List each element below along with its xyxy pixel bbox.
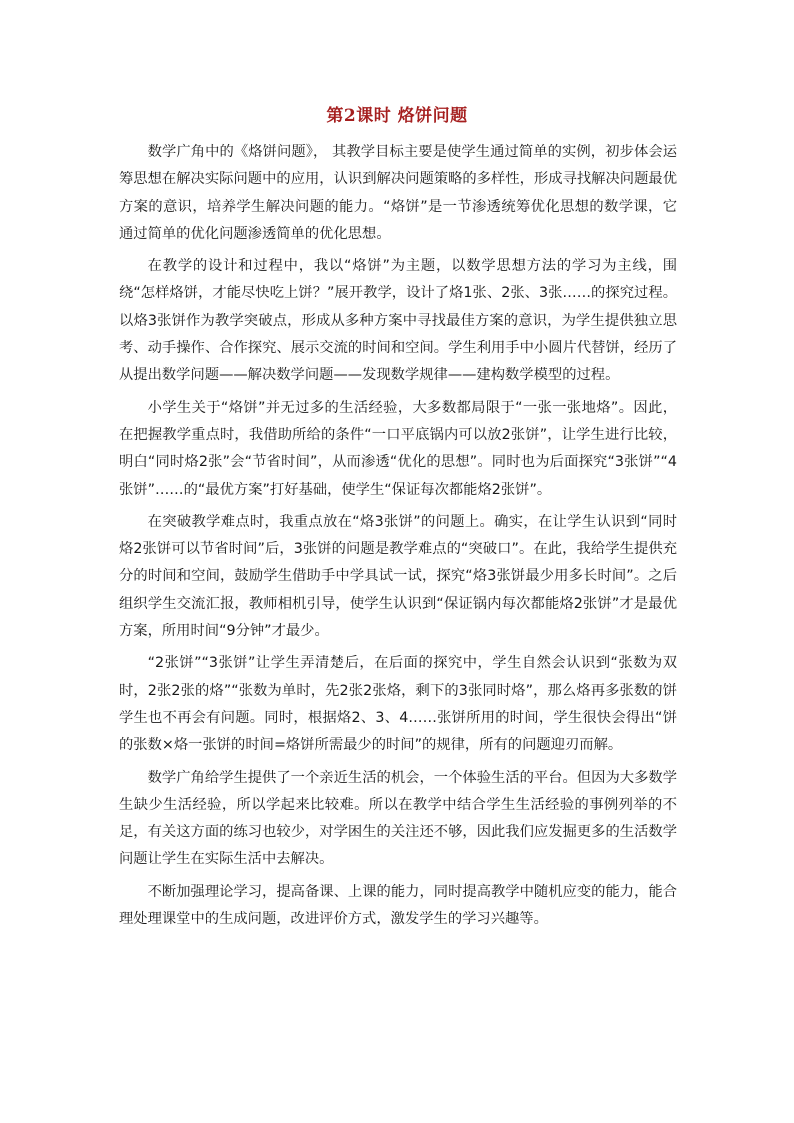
paragraph: 小学生关于“烙饼”并无过多的生活经验，大多数都局限于“一张一张地烙”。因此，在把握教学重点时，我借助所给的条件“一口平底锅内可以放2张饼”，让学生进行比较，明白“同时烙2张”会“节省时间”，从而渗透“优化的思想”。同时也为后面探究“3张饼”“4张饼”……的“最优方案”打好基础，使学生“保证每次都能烙2张饼”。 [119,399,677,498]
paragraph: “2张饼”“3张饼”让学生弄清楚后，在后面的探究中，学生自然会认识到“张数为双时，2张2张的烙”“张数为单时，先2张2张烙，剩下的3张同时烙”，那么烙再多张数的饼学生也不再会有问题。同时，根据烙2、3、4……张饼所用的时间，学生很快会得出“饼的张数×烙一张饼的时间=烙饼所需最少的时间”的规律，所有的问题迎刃而解。 [119,655,677,754]
paragraph: 数学广角中的《烙饼问题》， 其教学目标主要是使学生通过简单的实例，初步体会运筹思想在解决实际问题中的应用，认识到解决问题策略的多样性，形成寻找解决问题最优方案的意识，培养学生解决问题的能力。“烙饼”是一节渗透统筹优化思想的数学课，它通过简单的优化问题渗透简单的优化思想。 [119,144,677,242]
paragraph: 在突破教学难点时，我重点放在“烙3张饼”的问题上。确实，在让学生认识到“同时烙2张饼可以节省时间”后，3张饼的问题是教学难点的“突破口”。在此，我给学生提供充分的时间和空间，鼓励学生借助手中学具试一试，探究“烙3张饼最少用多长时间”。之后组织学生交流汇报，教师相机引导，使学生认识到“保证锅内每次都能烙2张饼”才是最优方案，所用时间“9分钟”才最少。 [119,513,677,640]
paragraph: 在教学的设计和过程中，我以“烙饼”为主题，以数学思想方法的学习为主线，围绕“怎样烙饼，才能尽快吃上饼？”展开教学，设计了烙1张、2张、3张……的探究过程。以烙3张饼作为教学突破点，形成从多种方案中寻找最佳方案的意识，为学生提供独立思考、动手操作、合作探究、展示交流的时间和空间。学生利用手中小圆片代替饼，经历了从提出数学问题——解决数学问题——发现数学规律——建构数学模型的过程。 [119,258,677,384]
paragraph: 数学广角给学生提供了一个亲近生活的机会，一个体验生活的平台。但因为大多数学生缺少生活经验，所以学起来比较难。所以在教学中结合学生生活经验的事例列举的不足，有关这方面的练习也较少，对学困生的关注还不够，因此我们应发掘更多的生活数学问题让学生在实际生活中去解决。 [119,769,677,868]
paragraph: 不断加强理论学习，提高备课、上课的能力，同时提高教学中随机应变的能力，能合理处理课堂中的生成问题，改进评价方式，激发学生的学习兴趣等。 [119,883,677,928]
page-title: 第2课时 烙饼问题 [326,106,468,126]
document-body [119,139,677,938]
